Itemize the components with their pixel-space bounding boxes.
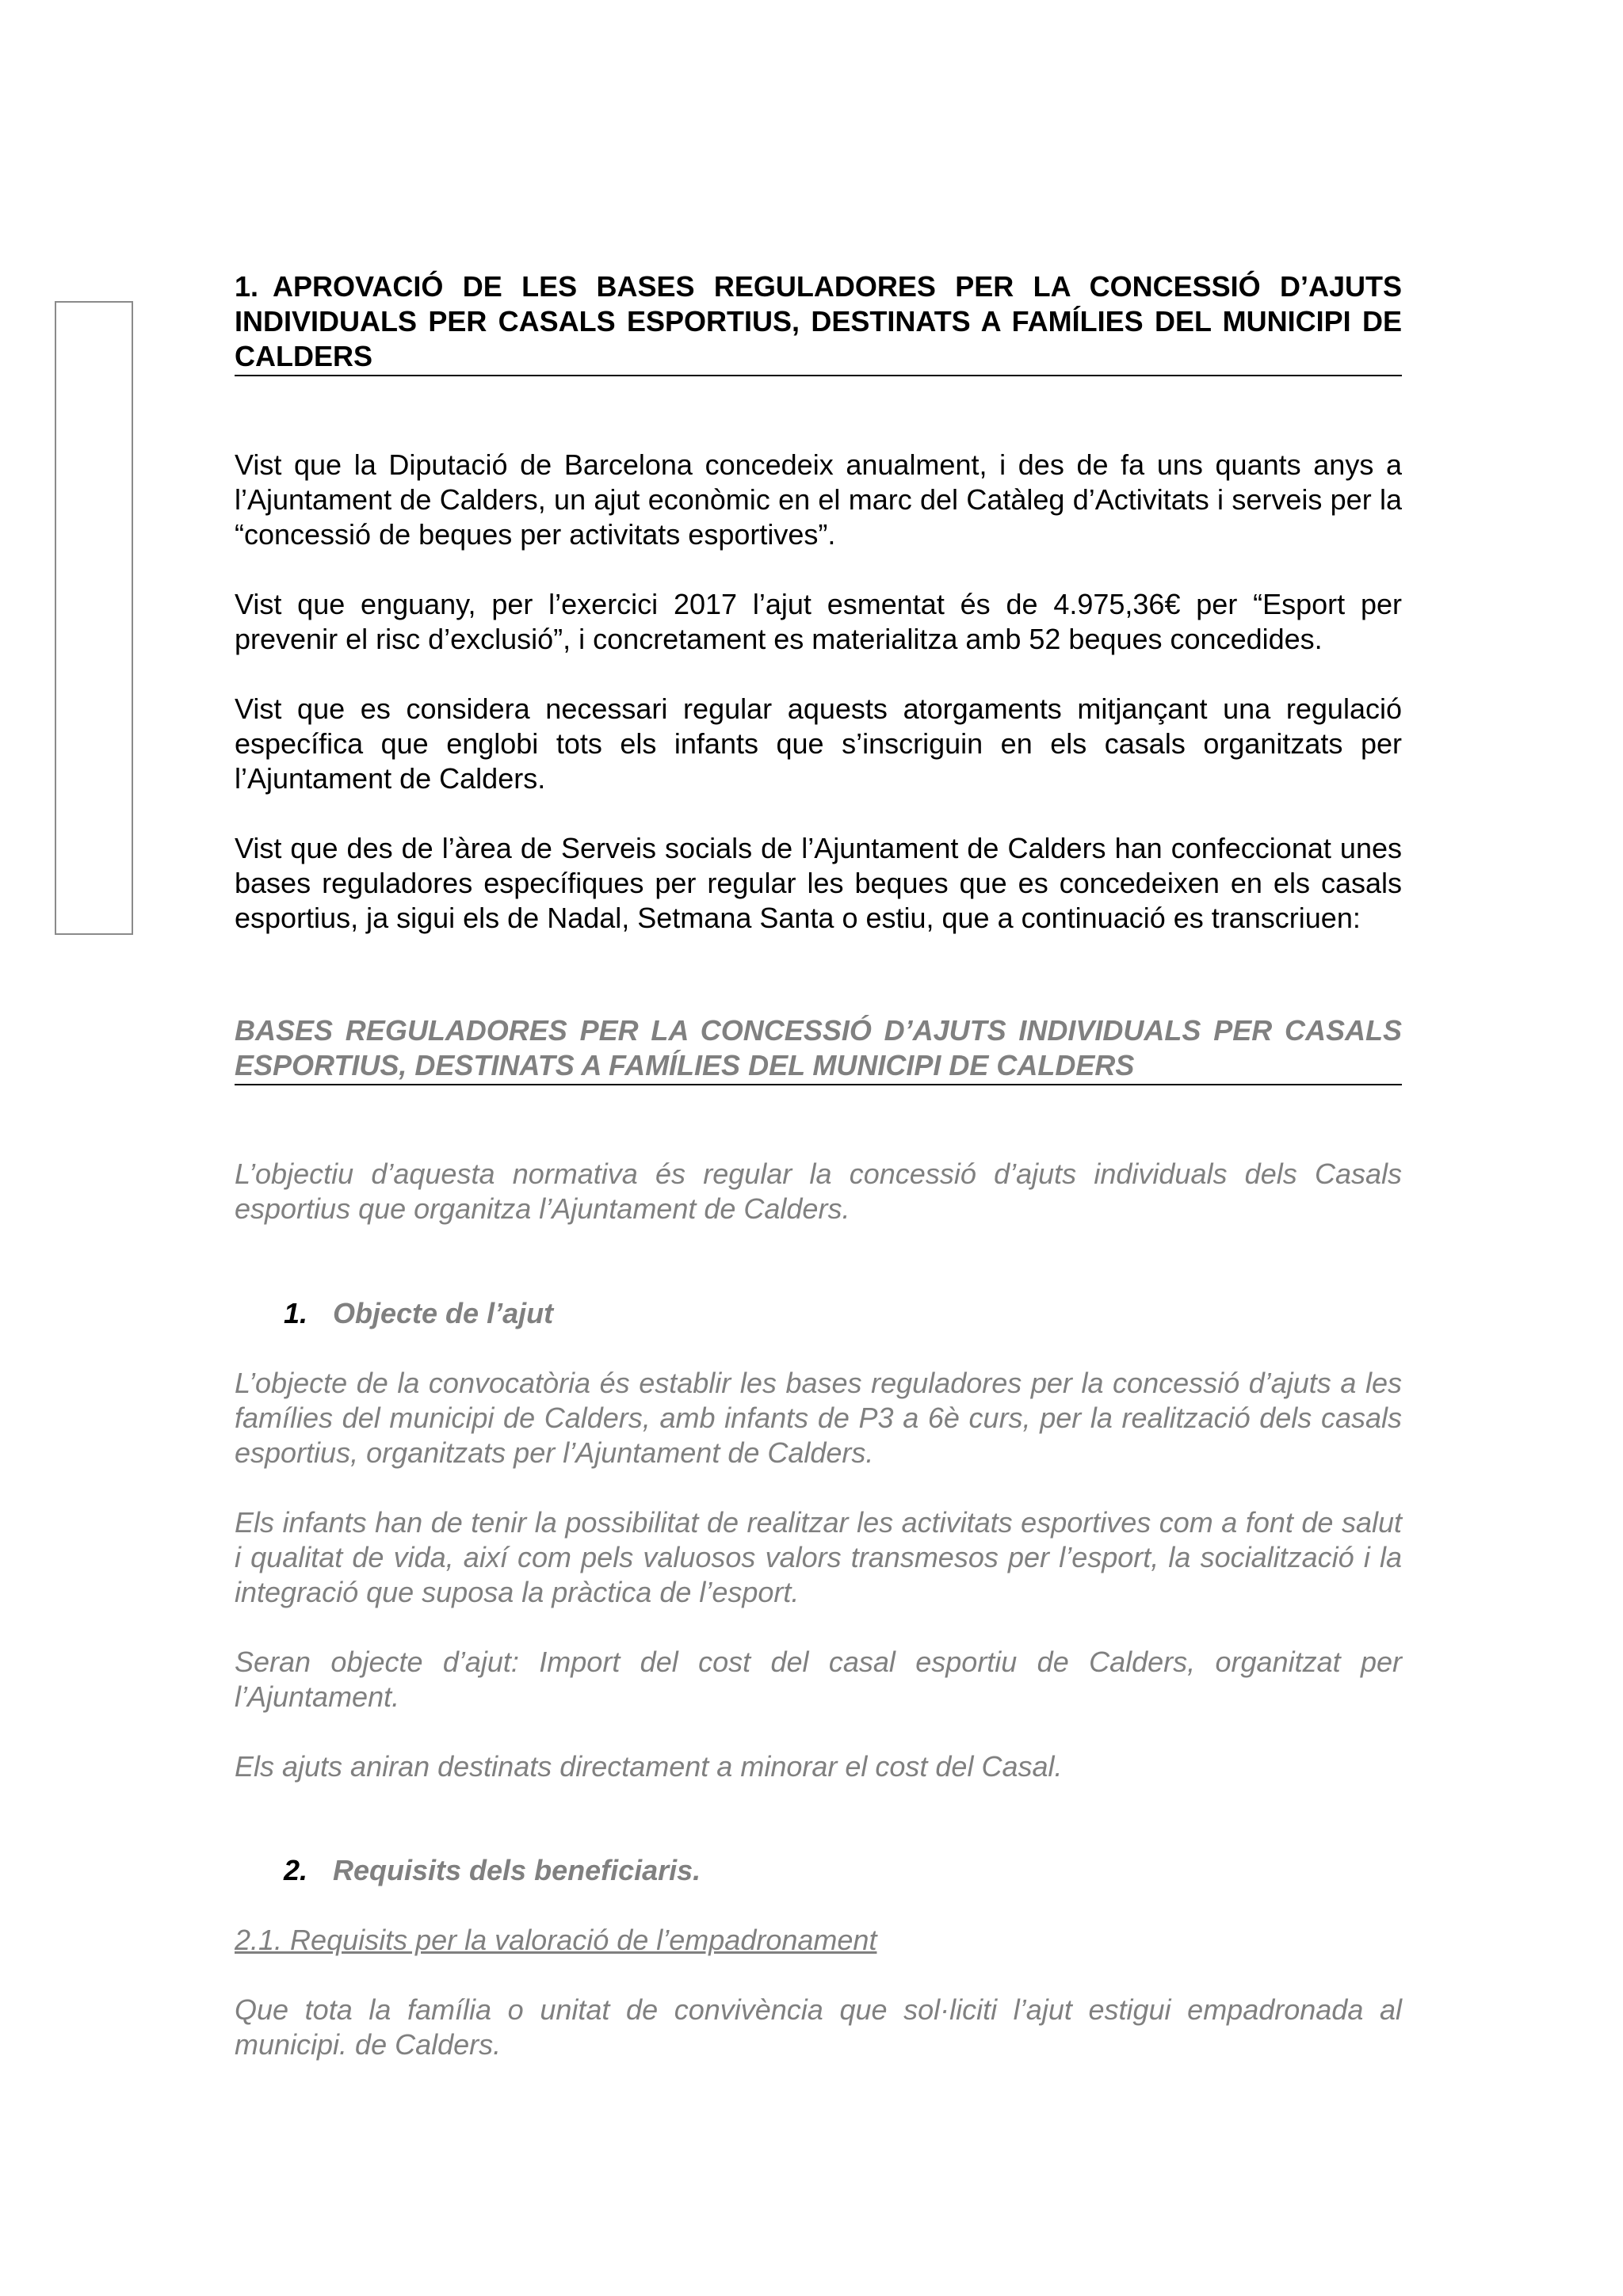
intro-paragraph-4: Vist que des de l’àrea de Serveis socials de l’Ajuntament de Calders han confeccionat unes bases reguladores específiques per regular les beques que es concedeixen en els casals esportius, ja sigui els de Nadal, Setmana Santa o estiu, que a continuació es transcriuen: [235,832,1402,934]
agenda-item-number: 1. [235,270,259,303]
subsection-2-1-title: 2.1. Requisits per la valoració de l’empadronament [235,1924,877,1956]
intro-paragraph-1: Vist que la Diputació de Barcelona concedeix anualment, i des de fa uns quants anys a l’Ajuntament de Calders, un ajut econòmic en el marc del Catàleg d’Activitats i serveis per la “concessió de beques per activitats esportives”. [235,448,1402,551]
agenda-item-title: APROVACIÓ DE LES BASES REGULADORES PER LA CONCESSIÓ D’AJUTS INDIVIDUALS PER CASALS ESPORTIUS, DESTINATS A FAMÍLIES DEL MUNICIPI DE CALDERS [235,270,1402,372]
intro-paragraph-3: Vist que es considera necessari regular aquests atorgaments mitjançant una regulació específica que englobi tots els infants que s’inscriguin en els casals organitzats per l’Ajuntament de Calders. [235,692,1402,795]
section-1-paragraph-1: L’objecte de la convocatòria és establir les bases reguladores per la concessió d’ajuts a les famílies del municipi de Calders, amb infants de P3 a 6è curs, per la realització dels casals esportius, organitzats per l’Ajuntament de Calders. [235,1367,1402,1469]
bases-title: BASES REGULADORES PER LA CONCESSIÓ D’AJUTS INDIVIDUALS PER CASALS ESPORTIUS, DESTINATS A FAMÍLIES DEL MUNICIPI DE CALDERS [235,1013,1402,1085]
document-body [235,269,1402,2062]
section-1-title [235,1296,1402,1331]
agenda-item-heading [235,269,1402,376]
section-2-title [235,1853,1402,1888]
section-1-paragraph-2: Els infants han de tenir la possibilitat de realitzar les activitats esportives com a font de salut i qualitat de vida, així com pels valuosos valors transmesos per l’esport, la socialització i la integració que suposa la pràctica de l’esport. [235,1506,1402,1608]
section-1-label: Objecte de l’ajut [333,1297,554,1329]
section-2-number: 2. [284,1854,308,1886]
section-1-paragraph-3: Seran objecte d’ajut: Import del cost del casal esportiu de Calders, organitzat per l’Ajuntament. [235,1646,1402,1713]
section-1-number: 1. [284,1297,308,1329]
margin-box [55,301,133,935]
section-2-paragraph: Que tota la família o unitat de convivència que sol·liciti l’ajut estigui empadronada al municipi. de Calders. [235,1993,1402,2061]
bases-objective: L’objectiu d’aquesta normativa és regular la concessió d’ajuts individuals dels Casals esportius que organitza l’Ajuntament de Calders. [235,1158,1402,1225]
intro-paragraph-2: Vist que enguany, per l’exercici 2017 l’ajut esmentat és de 4.975,36€ per “Esport per prevenir el risc d’exclusió”, i concretament es materialitza amb 52 beques concedides. [235,588,1402,655]
section-2-label: Requisits dels beneficiaris. [333,1854,701,1886]
section-1-paragraph-4: Els ajuts aniran destinats directament a minorar el cost del Casal. [235,1750,1063,1783]
